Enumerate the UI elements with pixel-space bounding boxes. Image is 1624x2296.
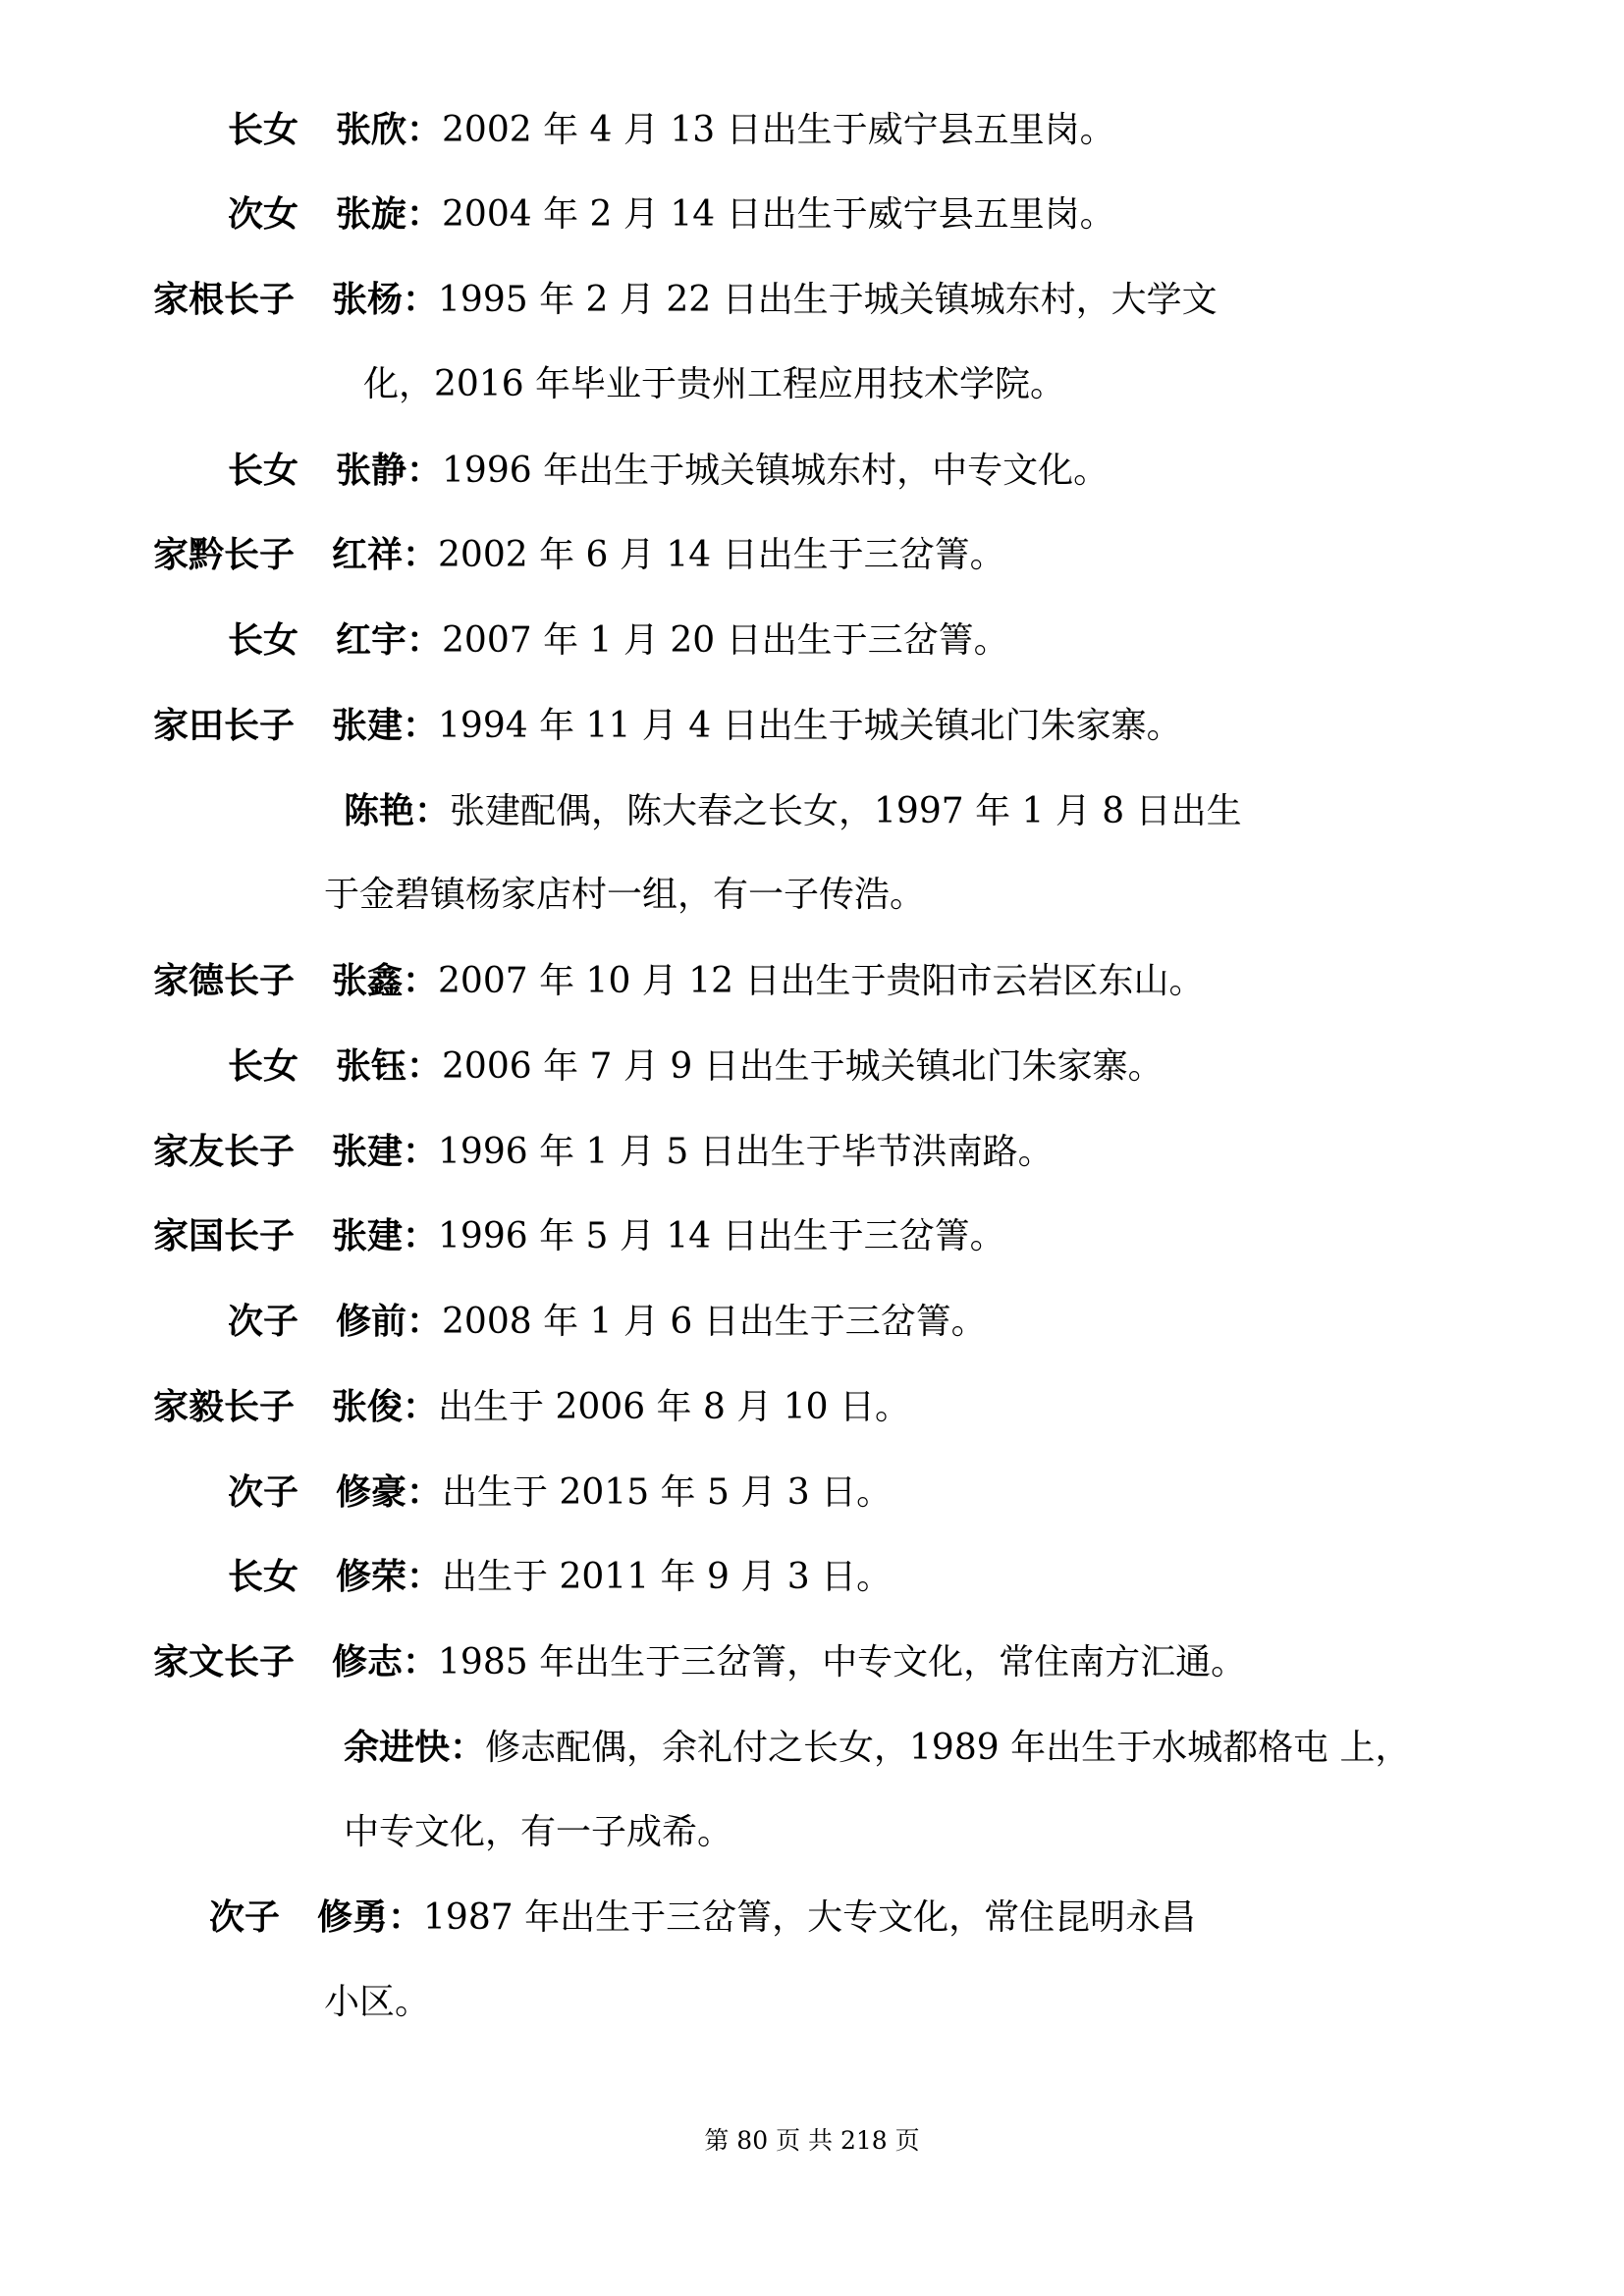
person-name: 修志： xyxy=(332,1641,439,1682)
entry-text: 2008 年 1 月 6 日出生于三岔箐。 xyxy=(442,1302,987,1342)
entry-line xyxy=(153,533,1005,577)
entry-text: 出生于 2011 年 9 月 3 日。 xyxy=(442,1557,893,1597)
entry-line xyxy=(209,1896,1196,1940)
spouse-line xyxy=(344,1726,1411,1770)
entry-continuation xyxy=(363,363,1065,406)
person-name: 张杨： xyxy=(332,279,439,320)
relation-label: 长女 xyxy=(228,1556,299,1597)
person-name: 红祥： xyxy=(332,534,439,575)
relation-label: 家国长子 xyxy=(153,1215,296,1256)
relation-label: 长女 xyxy=(228,109,299,150)
relation-label: 次女 xyxy=(228,193,299,235)
entry-text: 1987 年出生于三岔箐，大专文化，常住昆明永昌 xyxy=(423,1897,1197,1938)
entry-continuation xyxy=(324,1981,430,2024)
person-name: 张欣： xyxy=(336,109,443,150)
relation-label: 家文长子 xyxy=(153,1641,296,1682)
person-name: 修豪： xyxy=(336,1471,443,1513)
entry-line xyxy=(228,1555,892,1599)
person-name: 张建： xyxy=(332,1131,439,1172)
relation-label: 长女 xyxy=(228,1045,299,1087)
person-name: 张建： xyxy=(332,705,439,746)
entry-text: 2007 年 1 月 20 日出生于三岔箐。 xyxy=(442,620,1009,661)
relation-label: 家黔长子 xyxy=(153,534,296,575)
entry-line xyxy=(153,704,1182,748)
person-name: 修荣： xyxy=(336,1556,443,1597)
person-name: 红宇： xyxy=(336,619,443,661)
relation-label: 次子 xyxy=(228,1471,299,1513)
entry-text: 于金碧镇杨家店村一组，有一子传浩。 xyxy=(324,875,926,915)
person-name: 陈艳： xyxy=(344,790,451,831)
entry-text: 1996 年出生于城关镇城东村，中专文化。 xyxy=(442,451,1110,491)
entry-text: 2007 年 10 月 12 日出生于贵阳市云岩区东山。 xyxy=(438,961,1205,1001)
relation-label: 长女 xyxy=(228,450,299,491)
person-name: 张旋： xyxy=(336,193,443,235)
relation-label: 次子 xyxy=(209,1896,281,1938)
entry-text: 2004 年 2 月 14 日出生于威宁县五里岗。 xyxy=(442,194,1115,235)
entry-text: 2002 年 4 月 13 日出生于威宁县五里岗。 xyxy=(442,110,1115,150)
page-footer: 第 80 页 共 218 页 xyxy=(704,2126,920,2155)
entry-text: 中专文化，有一子成希。 xyxy=(344,1812,733,1852)
person-name: 修前： xyxy=(336,1301,443,1342)
entry-text: 2006 年 7 月 9 日出生于城关镇北门朱家寨。 xyxy=(442,1046,1164,1087)
entry-continuation xyxy=(324,874,925,917)
relation-label: 次子 xyxy=(228,1301,299,1342)
person-name: 张建： xyxy=(332,1215,439,1256)
entry-text: 修志配偶，余礼付之长女，1989 年出生于水城都格屯 上， xyxy=(485,1728,1411,1768)
entry-line xyxy=(153,1130,1054,1174)
entry-line xyxy=(228,108,1115,152)
entry-text: 1996 年 5 月 14 日出生于三岔箐。 xyxy=(438,1216,1005,1256)
entry-text: 小区。 xyxy=(324,1982,431,2022)
relation-label: 家毅长子 xyxy=(153,1386,296,1427)
entry-text: 化，2016 年毕业于贵州工程应用技术学院。 xyxy=(363,364,1066,404)
entry-text: 1995 年 2 月 22 日出生于城关镇城东村，大学文 xyxy=(438,280,1218,320)
entry-line xyxy=(153,959,1204,1003)
person-name: 张静： xyxy=(336,450,443,491)
relation-label: 长女 xyxy=(228,619,299,661)
entry-line xyxy=(228,192,1115,237)
person-name: 修勇： xyxy=(317,1896,424,1938)
entry-line xyxy=(153,278,1218,322)
relation-label: 家田长子 xyxy=(153,705,296,746)
entry-text: 出生于 2006 年 8 月 10 日。 xyxy=(438,1387,911,1427)
entry-text: 1994 年 11 月 4 日出生于城关镇北门朱家寨。 xyxy=(438,706,1182,746)
entry-continuation xyxy=(344,1811,732,1854)
entry-text: 出生于 2015 年 5 月 3 日。 xyxy=(442,1472,893,1513)
entry-line xyxy=(153,1385,910,1429)
entry-line xyxy=(228,618,1009,663)
entry-text: 1996 年 1 月 5 日出生于毕节洪南路。 xyxy=(438,1132,1054,1172)
person-name: 张鑫： xyxy=(332,960,439,1001)
entry-line xyxy=(228,449,1109,493)
entry-text: 2002 年 6 月 14 日出生于三岔箐。 xyxy=(438,535,1005,575)
entry-line xyxy=(228,1300,987,1344)
person-name: 张钰： xyxy=(336,1045,443,1087)
entry-text: 张建配偶，陈大春之长女，1997 年 1 月 8 日出生 xyxy=(450,791,1242,831)
person-name: 张俊： xyxy=(332,1386,439,1427)
spouse-line xyxy=(344,789,1242,833)
person-name: 余进快： xyxy=(344,1727,486,1768)
entry-line xyxy=(228,1044,1164,1089)
relation-label: 家德长子 xyxy=(153,960,296,1001)
entry-line xyxy=(228,1470,892,1515)
entry-line xyxy=(153,1640,1246,1684)
entry-line xyxy=(153,1214,1005,1258)
relation-label: 家根长子 xyxy=(153,279,296,320)
relation-label: 家友长子 xyxy=(153,1131,296,1172)
entry-text: 1985 年出生于三岔箐，中专文化，常住南方汇通。 xyxy=(438,1642,1247,1682)
